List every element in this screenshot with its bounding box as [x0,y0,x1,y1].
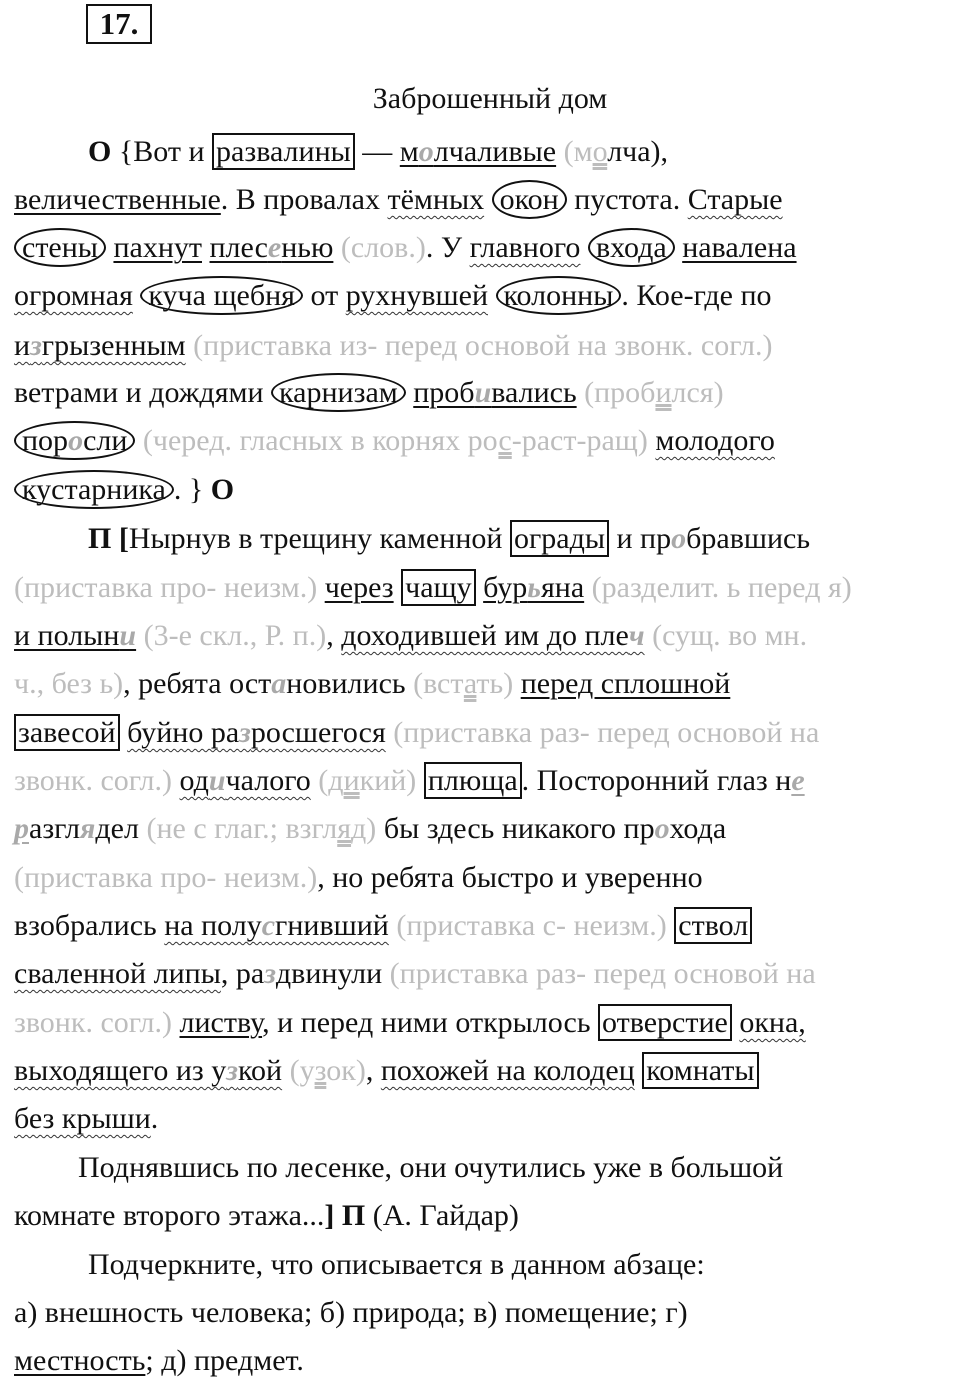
note: (мо [556,135,608,168]
boxed-word: комнаты [642,1052,758,1089]
p3-line-1: Поднявшись по лесенке, они очутились уже в большой [78,1151,784,1184]
exercise-number: 17. [86,4,152,44]
text: , но ребята быстро и уверенно [317,861,703,894]
circled-word: входа [588,228,675,267]
boxed-word: плюща [424,762,522,799]
circled-word: поросли [14,421,135,460]
note: звонк. согл.) [14,764,180,797]
circled-word: кустарника [14,470,174,509]
p2-line-11: звонк. согл.) листву, и перед ними открылось отверстие окна, [14,1006,806,1039]
circled-word: колонны [496,276,622,315]
predicate: величественные [14,183,221,216]
note: (узок) [282,1054,366,1087]
p1-line-3: стены пахнут плесенью (слов.). У главного входа навалена [14,228,797,268]
p1-line-8: кустарника . } О [14,470,234,510]
note: звонк. согл.) [14,1006,180,1039]
attribute: сваленной липы [14,957,221,990]
note: (встать) [405,667,521,700]
task-question: Подчеркните, что описывается в данном абзаце: [88,1248,705,1281]
text: ; д) предмет. [145,1344,304,1377]
object: листву [179,1006,263,1039]
circled-word: стены [14,228,106,267]
subject-box: развалины [212,133,355,170]
boxed-word: отверстие [598,1004,732,1041]
circled-word: куча щебня [140,276,303,315]
text: взобрались [14,909,165,942]
note: (сущ. во мн. [644,619,808,652]
task-options: а) внешность человека; б) природа; в) помещение; г) [14,1296,688,1329]
text: ветрами и дождями [14,376,272,409]
note: (разделит. ь перед я) [584,571,852,604]
note: ч., без ь) [14,667,124,700]
note: (3-е скл., Р. п.) [136,619,327,652]
attribute: похожей на колодец [380,1054,635,1087]
p2-line-10: сваленной липы, раздвинули (приставка раз- перед основой на [14,957,816,990]
p1-line-1 [88,132,668,172]
p2-line-4: ч., без ь), ребята остановились (встать) перед сплошной [14,667,731,700]
text: Нырнув в трещину каменной [128,522,510,555]
attribute: без крыши [14,1102,151,1135]
attribute: на полусгнивший [164,909,389,942]
author: (А. Гайдар) [365,1199,519,1232]
note: (приставка с- неизм.) [388,909,675,942]
attribute: тёмных [387,183,485,216]
object: через [324,571,394,604]
attribute: выходящего из узкой [14,1054,283,1087]
p2-line-1: П [Нырнув в трещину каменной ограды и пробравшись [88,522,811,555]
p1-line-7 [14,421,775,461]
predicate: пахнут [113,231,202,264]
predicate: пробивались [413,376,577,409]
object: и полыни [14,619,137,652]
attribute: рухнувшей [345,279,488,312]
p1-line-4: огромная куча щебня от рухнувшей колонны . Кое-где по [14,276,772,316]
clause-mark: О [88,135,112,168]
note: (черед. гласных в корнях рос-раст-ращ) [135,424,656,457]
predicate: навалена [682,231,797,264]
p2-line-9 [14,906,752,946]
attribute: буйно разросшегося [127,716,386,749]
boxed-word: завесой [14,714,120,751]
task-options-end [14,1341,304,1381]
p2-line-2 [14,568,852,608]
attribute: Старые [687,183,783,216]
text-title: Заброшенный дом [372,82,608,115]
attribute: молодого [655,424,775,457]
p2-line-8 [14,858,703,898]
attribute: изгрызенным [14,329,186,362]
note: (приставка про- неизм.) [14,571,325,604]
text: . В провалах [220,183,388,216]
note: (дикий) [310,764,424,797]
clause-mark: П [88,522,112,555]
boxed-word: ограды [510,520,609,557]
text: комнате второго этажа... [14,1199,325,1232]
p2-line-7: разглядел (не с глаг.; взгляд) бы здесь никакого прохода [14,812,727,845]
p2-line-3: и полыни (3-е скл., Р. п.), доходившей им до плеч (сущ. во мн. [14,619,808,652]
boxed-word: ствол [674,907,752,944]
p2-line-12: выходящего из узкой (узок), похожей на колодец комнаты [14,1051,759,1091]
selected-answer: местность [14,1344,146,1377]
attribute: окна, [739,1006,806,1039]
text: . Кое-где по [621,279,772,312]
predicate: молчаливые [399,135,557,168]
p1-line-5 [14,326,772,366]
note: (слов.) [333,231,426,264]
object: плесенью [209,231,334,264]
p2-line-13: без крыши. [14,1102,159,1135]
text: {Вот и [111,135,213,168]
note: (приставка раз- перед основой на [385,716,820,749]
text: лча), [607,135,669,168]
note: (приставка раз- перед основой на [382,957,816,990]
attribute: огромная [14,279,133,312]
object: бурьяна [483,571,585,604]
p1-line-2 [14,180,783,220]
text: пустота. [566,183,688,216]
p1-line-6 [14,373,724,413]
note: (не с глаг.; взгляд) [138,812,377,845]
p2-line-5 [14,713,819,753]
text: — [354,135,400,168]
p3-line-2: комнате второго этажа...] П (А. Гайдар) [14,1199,519,1232]
circled-word: окон [492,180,567,219]
note: (приставка из- перед основой на звонк. согл.) [185,329,773,362]
note: (приставка про- неизм.) [14,861,318,894]
p2-line-6: звонк. согл.) одичалого (дикий) плюща . Посторонний глаз не [14,764,805,797]
adverbial: перед сплошной [520,667,731,700]
attribute: главного [469,231,581,264]
attribute: доходившей им до плеч [341,619,645,652]
circled-word: карнизам [271,373,406,412]
clause-mark: О [210,473,235,506]
clause-mark: П [341,1199,366,1232]
attribute: одичалого [179,764,311,797]
boxed-word: чащу [401,569,476,606]
note: (пробился) [576,376,724,409]
